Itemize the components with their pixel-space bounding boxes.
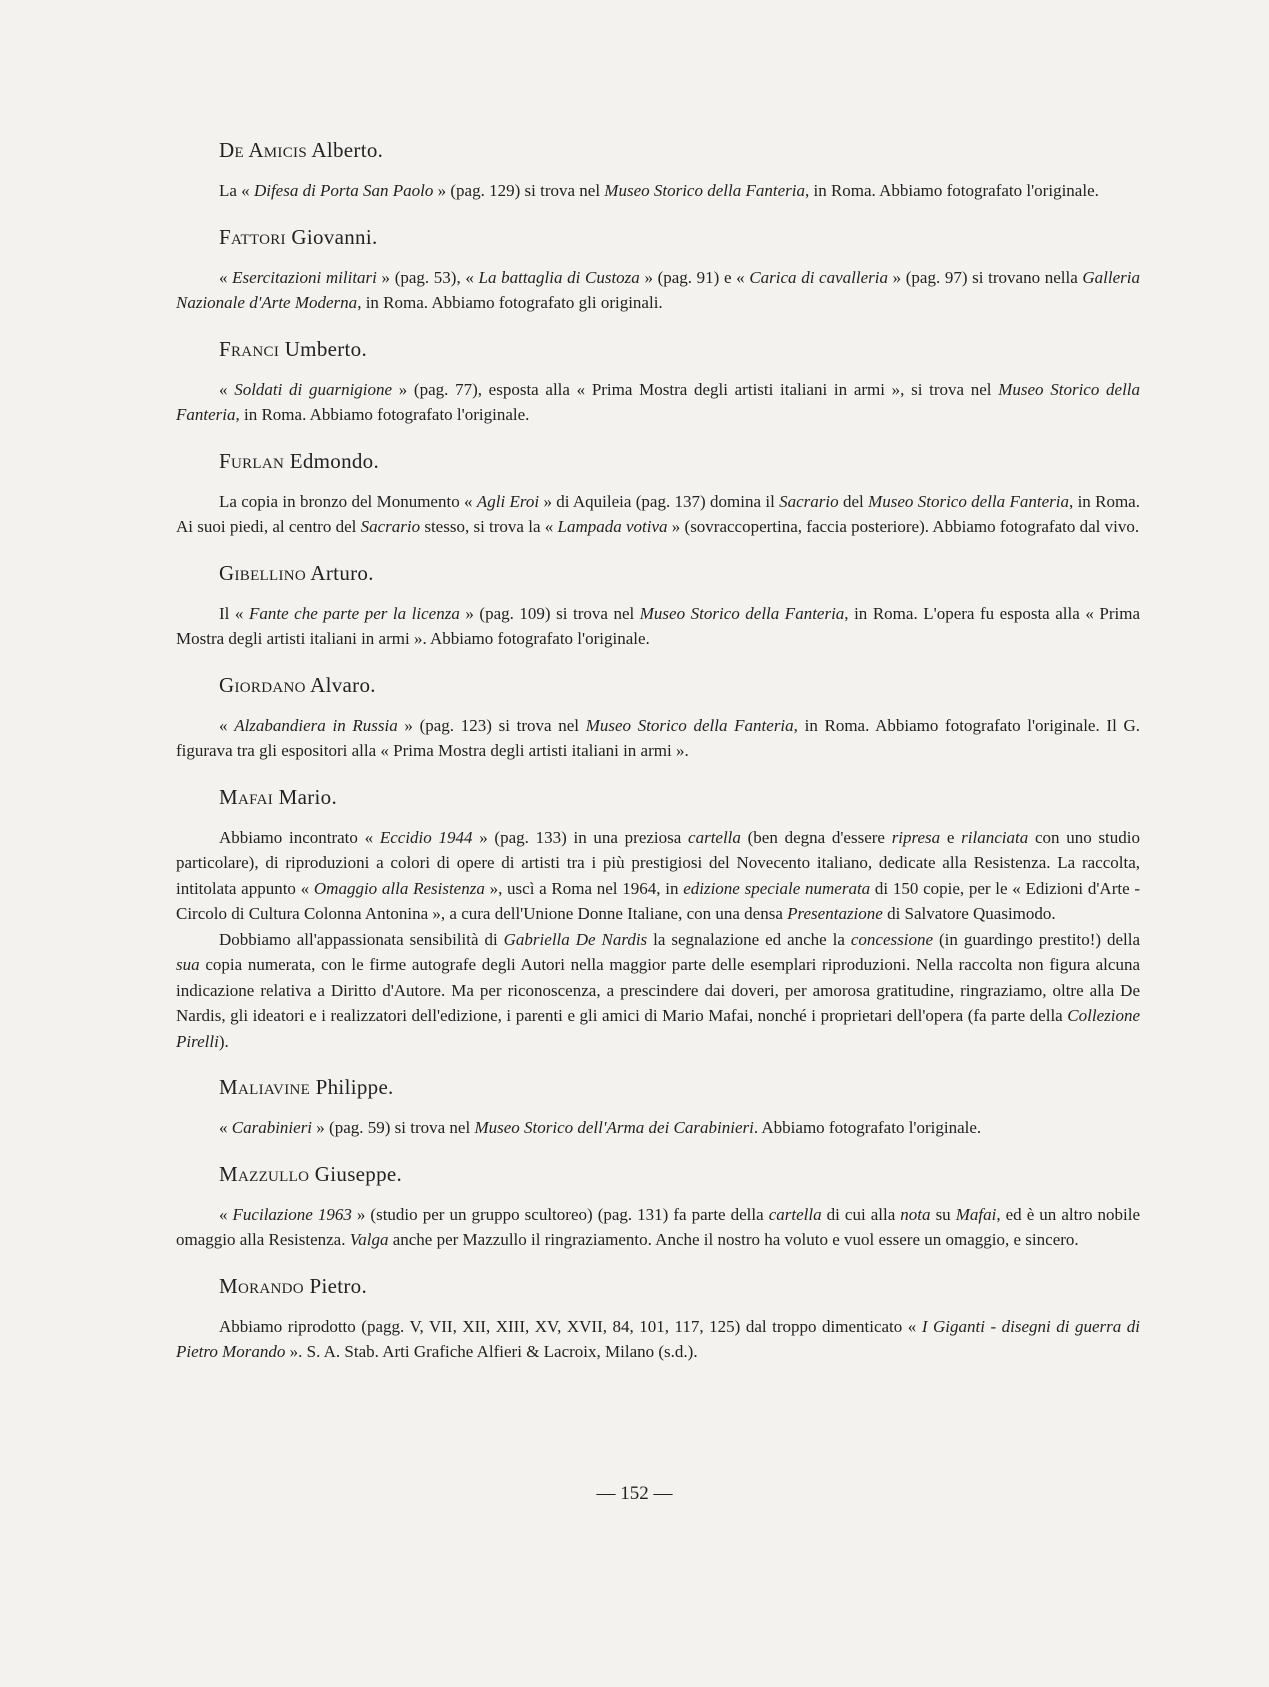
- body-text: , in Roma. Abbiamo fotografato l'originale.: [804, 181, 1099, 200]
- italic-title-text: cartella: [688, 827, 741, 847]
- italic-title-text: Museo Storico della Fanteria: [176, 379, 1141, 424]
- body-text: Abbiamo incontrato «: [219, 827, 380, 847]
- italic-title-text: Sacrario: [360, 517, 421, 536]
- body-text: , ed è un altro nobile omaggio alla Resistenza.: [176, 1204, 1141, 1249]
- artist-surname: Giordano: [219, 672, 306, 697]
- artist-given-name: Alberto.: [311, 138, 384, 162]
- italic-title-text: Lampada votiva: [557, 517, 668, 536]
- italic-title-text: Omaggio alla Resistenza: [313, 878, 485, 898]
- artist-entry: [176, 559, 1140, 652]
- italic-title-text: Mafai: [955, 1204, 997, 1224]
- artist-given-name: Alvaro.: [310, 672, 376, 697]
- body-text: , in Roma. Ai suoi piedi, al centro del: [176, 491, 1140, 536]
- artist-entry: [176, 1160, 1140, 1253]
- italic-title-text: Sacrario: [779, 491, 839, 511]
- italic-title-text: Valga: [349, 1230, 389, 1249]
- body-text: stesso, si trova la «: [420, 517, 558, 536]
- artist-entry: [176, 223, 1140, 316]
- body-text: di Salvatore Quasimodo.: [882, 904, 1056, 923]
- body-text: » (pag. 133) in una preziosa: [472, 827, 689, 847]
- body-text: la segnalazione ed anche la: [647, 929, 851, 949]
- entry-paragraph: [176, 601, 1140, 652]
- entry-paragraph: [176, 489, 1140, 540]
- artist-name-heading: [219, 783, 1140, 811]
- body-text: con uno studio particolare), di riproduzioni a colori di opere di artisti tra i più prestigiosi del Novecento italiano, dedicate alla Resistenza. La raccolta, intitolata appunto «: [176, 827, 1140, 898]
- body-text: » (pag. 129) si trova nel: [437, 181, 605, 200]
- artist-surname: Morando: [219, 1273, 304, 1298]
- body-text: » (pag. 91) e «: [639, 267, 750, 287]
- entry-paragraph: [176, 377, 1140, 428]
- artist-surname: Mazzullo: [219, 1161, 310, 1186]
- artist-surname: Furlan: [219, 448, 285, 473]
- body-text: (ben degna d'essere: [740, 827, 892, 847]
- artist-entry: [176, 1073, 1140, 1141]
- body-text: », uscì a Roma nel 1964, in: [484, 878, 684, 898]
- body-text: , in Roma. Abbiamo fotografato l'originale.: [235, 405, 530, 424]
- entry-paragraph: [176, 927, 1140, 1055]
- artist-name-heading: [219, 1073, 1140, 1101]
- italic-title-text: Carica di cavalleria: [749, 267, 888, 287]
- italic-title-text: Museo Storico della Fanteria: [868, 491, 1069, 511]
- body-text: copia numerata, con le firme autografe degli Autori nella maggior parte delle esemplari riproduzioni. Nella raccolta non figura alcuna indicazione relativa a Diritto d'Autore. Ma per riconoscenza, a prescindere dai doveri, per amorosa gratitudine, ringraziamo, oltre alla De Nardis, gli ideatori e i realizzatori dell'edizione, i parenti e gli amici di Mario Mafai, nonché i proprietari dell'opera (fa parte della: [176, 955, 1140, 1025]
- page-number: — 152 —: [596, 1483, 673, 1504]
- italic-title-text: Museo Storico della Fanteria: [585, 715, 794, 735]
- italic-title-text: La battaglia di Custoza: [478, 267, 640, 287]
- entry-paragraph: [176, 178, 1140, 204]
- italic-title-text: Fucilazione 1963: [232, 1204, 352, 1224]
- italic-title-text: nota: [900, 1204, 931, 1224]
- italic-title-text: Alzabandiera in Russia: [234, 715, 398, 735]
- body-text: del: [838, 491, 869, 511]
- italic-title-text: Soldati di guarnigione: [234, 379, 393, 399]
- body-text: » (sovraccopertina, faccia posteriore). Abbiamo fotografato dal vivo.: [667, 517, 1140, 536]
- body-text: Il «: [219, 603, 249, 623]
- body-text: anche per Mazzullo il ringraziamento. Anche il nostro ha voluto e vuol essere un omaggio, e sincero.: [388, 1230, 1079, 1249]
- artist-entry: [176, 447, 1140, 540]
- artist-name-heading: [219, 671, 1140, 699]
- italic-title-text: Difesa di Porta San Paolo: [249, 181, 438, 200]
- artist-given-name: Giovanni.: [291, 224, 378, 249]
- body-text: di 150 copie, per le « Edizioni d'Arte - Circolo di Cultura Colonna Antonina », a cura dell'Unione Donne Italiane, con una densa: [176, 878, 1141, 923]
- body-text: «: [219, 715, 235, 735]
- body-text: » di Aquileia (pag. 137) domina il: [539, 491, 780, 511]
- italic-title-text: Museo Storico della Fanteria: [639, 603, 845, 623]
- body-text: » (pag. 109) si trova nel: [459, 603, 640, 623]
- italic-title-text: Agli Eroi: [476, 491, 540, 511]
- italic-title-text: Presentazione: [787, 904, 883, 923]
- artist-given-name: Giuseppe.: [314, 1161, 403, 1186]
- italic-title-text: Gabriella De Nardis: [503, 929, 648, 949]
- artist-surname: Fattori: [219, 224, 286, 249]
- artist-name-heading: [219, 447, 1140, 475]
- italic-title-text: Carabinieri: [231, 1118, 313, 1137]
- italic-title-text: concessione: [850, 929, 934, 949]
- italic-title-text: Fante che parte per la licenza: [248, 603, 460, 623]
- italic-title-text: I Giganti - disegni di guerra di Pietro Morando: [176, 1316, 1140, 1361]
- italic-title-text: Galleria Nazionale d'Arte Moderna: [176, 267, 1141, 312]
- body-text: » (pag. 53), «: [376, 267, 479, 287]
- body-text: «: [219, 1118, 232, 1137]
- body-text: ». S. A. Stab. Arti Grafiche Alfieri & Lacroix, Milano (s.d.).: [285, 1342, 698, 1361]
- body-text: e: [940, 827, 962, 847]
- artist-given-name: Mario.: [278, 784, 337, 809]
- entry-paragraph: [176, 265, 1140, 316]
- body-text: La «: [219, 181, 250, 200]
- entry-paragraph: [176, 1202, 1140, 1253]
- body-text: . Abbiamo fotografato l'originale.: [753, 1118, 982, 1137]
- artist-name-heading: [219, 559, 1140, 587]
- entry-paragraph: [176, 1115, 1140, 1141]
- artist-name-heading: [219, 223, 1140, 251]
- body-text: » (studio per un gruppo scultoreo) (pag. 131) fa parte della: [351, 1204, 769, 1224]
- body-text: (in guardingo prestito!) della: [933, 929, 1141, 949]
- artist-surname: Maliavine: [219, 1075, 311, 1099]
- body-text: Abbiamo riprodotto (pagg. V, VII, XII, XIII, XV, XVII, 84, 101, 117, 125) dal troppo dimenticato «: [219, 1316, 922, 1336]
- artist-name-heading: [219, 136, 1140, 164]
- body-text: » (pag. 97) si trovano nella: [887, 267, 1083, 287]
- artist-name-heading: [219, 1272, 1140, 1300]
- artist-entry: [176, 136, 1140, 204]
- entry-paragraph: [176, 713, 1140, 764]
- body-text: » (pag. 59) si trova nel: [312, 1118, 475, 1137]
- italic-title-text: Esercitazioni militari: [232, 267, 377, 287]
- artist-name-heading: [219, 335, 1140, 363]
- artist-surname: Franci: [219, 336, 280, 361]
- body-text: su: [930, 1204, 956, 1224]
- artist-entry: [176, 671, 1140, 764]
- artist-entry: [176, 335, 1140, 428]
- italic-title-text: edizione speciale numerata: [683, 878, 871, 898]
- body-text: , in Roma. Abbiamo fotografato gli originali.: [357, 293, 663, 312]
- artist-surname: Mafai: [219, 784, 274, 809]
- body-text: , in Roma. Abbiamo fotografato l'originale. Il G. figurava tra gli espositori alla « Prima Mostra degli artisti italiani in armi ».: [176, 715, 1140, 760]
- artist-given-name: Philippe.: [315, 1075, 394, 1099]
- body-text: ).: [218, 1031, 229, 1051]
- artist-entry: [176, 783, 1140, 1055]
- italic-title-text: Collezione Pirelli: [176, 1006, 1140, 1051]
- italic-title-text: Museo Storico della Fanteria: [604, 181, 805, 200]
- italic-title-text: cartella: [768, 1204, 822, 1224]
- body-text: » (pag. 123) si trova nel: [397, 715, 586, 735]
- body-text: Dobbiamo all'appassionata sensibilità di: [219, 929, 504, 949]
- italic-title-text: ripresa: [891, 827, 941, 847]
- italic-title-text: Museo Storico dell'Arma dei Carabinieri: [474, 1118, 754, 1137]
- body-text: » (pag. 77), esposta alla « Prima Mostra degli artisti italiani in armi », si trova nel: [392, 379, 999, 399]
- entry-paragraph: [176, 825, 1140, 927]
- artist-entry: [176, 1272, 1140, 1365]
- artist-given-name: Edmondo.: [289, 448, 380, 473]
- italic-title-text: sua: [176, 955, 200, 974]
- italic-title-text: Eccidio 1944: [379, 827, 473, 847]
- body-text: La copia in bronzo del Monumento «: [219, 491, 477, 511]
- artist-surname: De Amicis: [219, 138, 307, 162]
- body-text: , in Roma. L'opera fu esposta alla « Prima Mostra degli artisti italiani in armi ». Abbiamo fotografato l'originale.: [176, 603, 1140, 648]
- body-text: «: [219, 267, 233, 287]
- artist-surname: Gibellino: [219, 560, 307, 585]
- artist-notes: [176, 136, 1140, 1384]
- entry-paragraph: [176, 1314, 1140, 1365]
- artist-name-heading: [219, 1160, 1140, 1188]
- italic-title-text: rilanciata: [961, 827, 1029, 847]
- body-text: «: [219, 379, 235, 399]
- artist-given-name: Pietro.: [309, 1273, 368, 1298]
- artist-given-name: Umberto.: [284, 336, 368, 361]
- body-text: «: [219, 1204, 233, 1224]
- body-text: di cui alla: [821, 1204, 901, 1224]
- artist-given-name: Arturo.: [310, 560, 374, 585]
